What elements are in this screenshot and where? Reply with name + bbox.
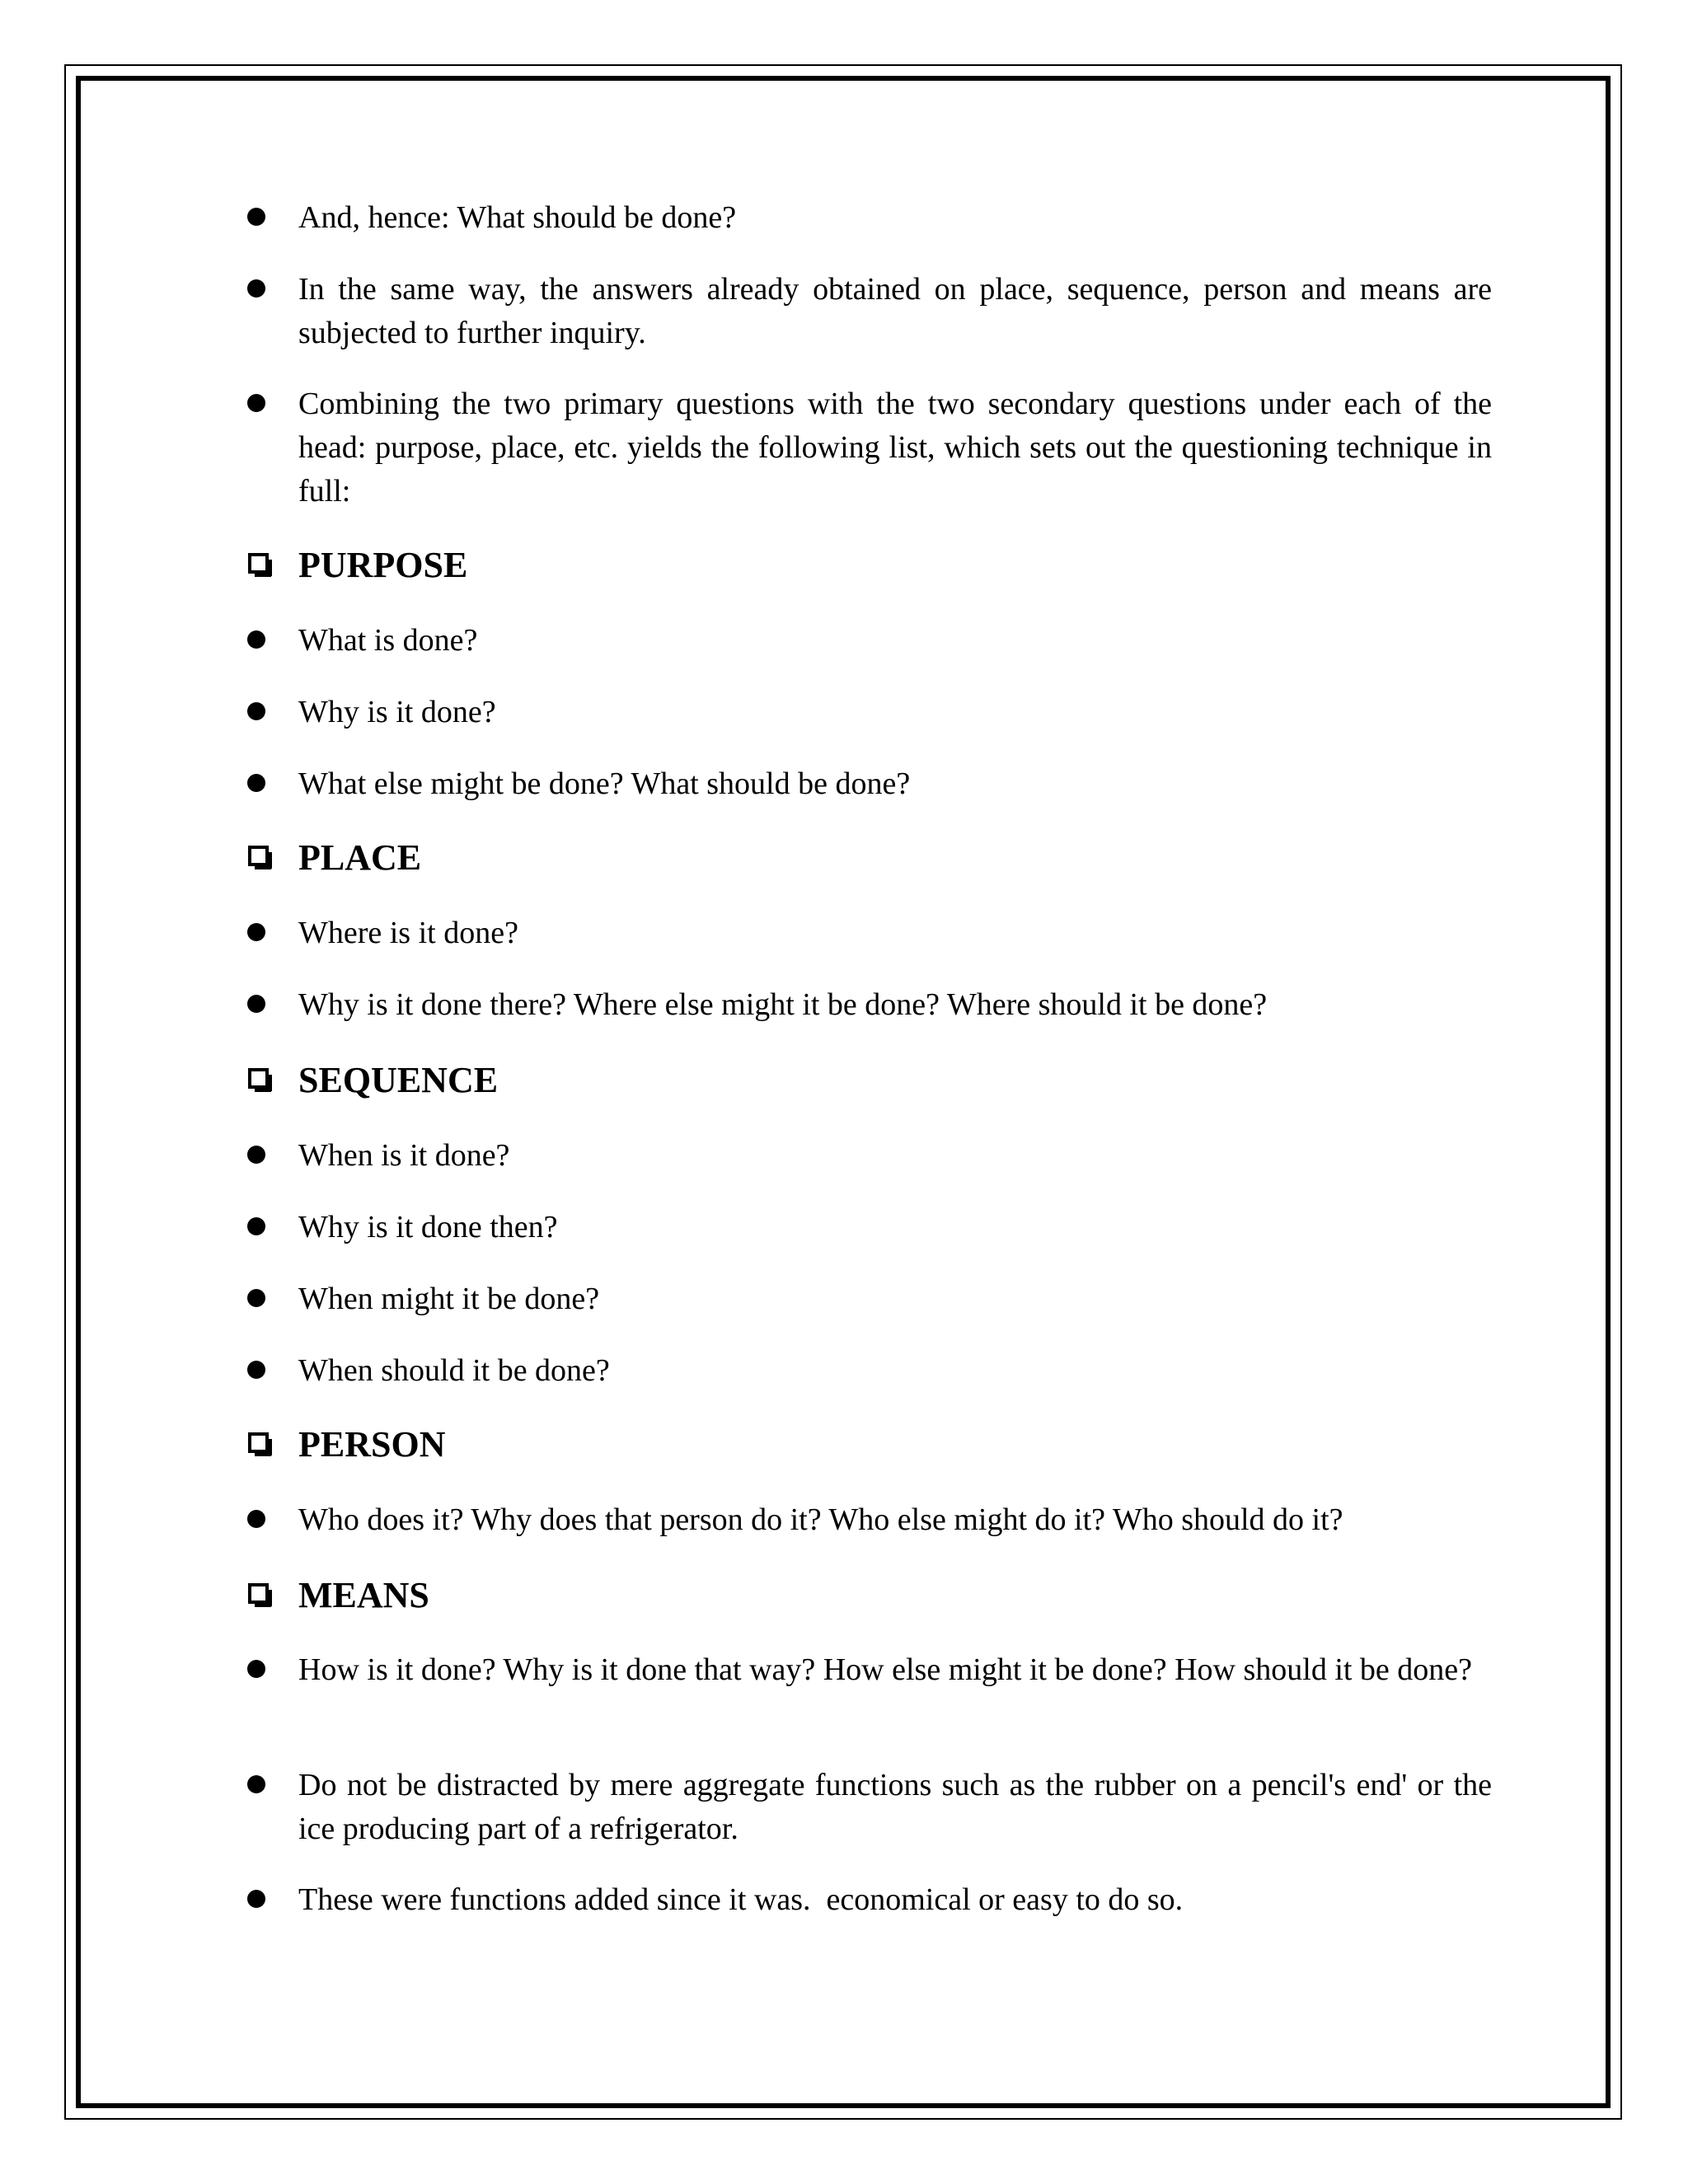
section-heading-text: SEQUENCE — [298, 1060, 499, 1100]
bullet-icon — [247, 995, 265, 1013]
list-item-text: Combining the two primary questions with the two secondary questions under each of the head: purpose, place, etc. yields the following list, which sets out the questioning technique in full: — [298, 387, 1492, 509]
bullet-icon — [247, 1289, 265, 1307]
bullet-icon — [247, 702, 265, 720]
list-item-text: Who does it? Why does that person do it? Who else might do it? Who should do it? — [298, 1502, 1343, 1537]
section-heading-text: PURPOSE — [298, 545, 468, 585]
list-item-text: How is it done? Why is it done that way? How else might it be done? How should it be done? — [298, 1652, 1473, 1687]
bullet-icon — [247, 1361, 265, 1379]
bullet-icon — [247, 1890, 265, 1908]
list-item-text: These were functions added since it was. economical or easy to do so. — [298, 1882, 1184, 1917]
bullet-icon — [247, 923, 265, 941]
bullet-icon — [247, 1775, 265, 1793]
section-heading-text: PERSON — [298, 1424, 446, 1465]
bullet-icon — [247, 774, 265, 792]
section-heading-text: PLACE — [298, 837, 422, 878]
list-item-text: Why is it done then? — [298, 1210, 558, 1244]
list-item-text: Do not be distracted by mere aggregate functions such as the rubber on a pencil's end' or the ice producing part of a refrigerator. — [298, 1768, 1492, 1846]
bullet-icon — [247, 630, 265, 649]
checkbox-icon — [248, 1432, 269, 1453]
bullet-icon — [247, 208, 265, 226]
bullet-icon — [247, 1217, 265, 1235]
list-item-text: Where is it done? — [298, 916, 518, 950]
bullet-icon — [247, 1660, 265, 1678]
list-item-text: In the same way, the answers already obtained on place, sequence, person and means are subjected to further inquiry. — [298, 272, 1492, 350]
bullet-icon — [247, 279, 265, 298]
checkbox-icon — [248, 846, 269, 866]
checkbox-icon — [248, 1068, 269, 1089]
list-item-text: Why is it done there? Where else might it be done? Where should it be done? — [298, 987, 1268, 1022]
list-item-text: When might it be done? — [298, 1282, 600, 1316]
bullet-icon — [247, 1146, 265, 1164]
list-item-text: What else might be done? What should be done? — [298, 766, 911, 801]
section-heading-text: MEANS — [298, 1575, 429, 1615]
list-item-text: When should it be done? — [298, 1353, 610, 1388]
checkbox-icon — [248, 1583, 269, 1604]
list-item-text: And, hence: What should be done? — [298, 200, 737, 235]
list-item-text: When is it done? — [298, 1138, 510, 1173]
list-item-text: Why is it done? — [298, 695, 496, 729]
bullet-icon — [247, 394, 265, 412]
checkbox-icon — [248, 553, 269, 574]
list-item-text: What is done? — [298, 623, 478, 658]
bullet-icon — [247, 1510, 265, 1528]
